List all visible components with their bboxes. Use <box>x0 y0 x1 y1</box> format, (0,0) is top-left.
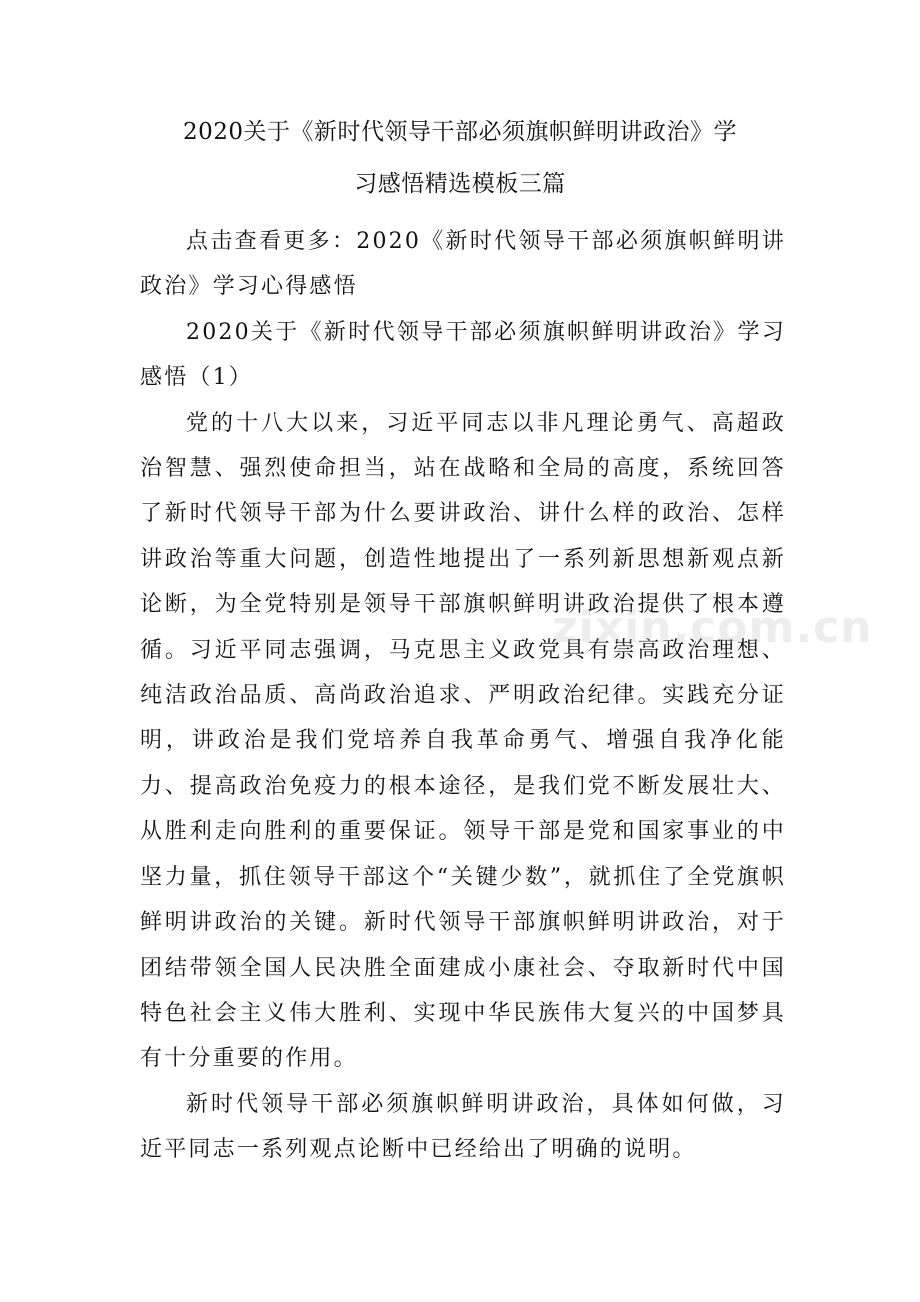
title-line-2: 习感悟精选模板三篇 <box>354 171 566 197</box>
title-line-1: 2020关于《新时代领导干部必须旗帜鲜明讲政治》学 <box>182 119 738 145</box>
body-paragraph: 新时代领导干部必须旗帜鲜明讲政治，具体如何做，习近平同志一系列观点论断中已经给出了明确的说明。 <box>140 1091 786 1163</box>
document-title <box>140 106 780 210</box>
more-link-paragraph[interactable]: 点击查看更多：2020《新时代领导干部必须旗帜鲜明讲政治》学习心得感悟 <box>140 229 786 300</box>
document-body <box>140 219 786 1173</box>
section-heading: 2020关于《新时代领导干部必须旗帜鲜明讲政治》学习感悟（1） <box>140 319 786 391</box>
body-paragraph: 党的十八大以来，习近平同志以非凡理论勇气、高超政治智慧、强烈使命担当，站在战略和全局的高度，系统回答了新时代领导干部为什么要讲政治、讲什么样的政治、怎样讲政治等重大问题，创造性地提出了一系列新思想新观点新论断，为全党特别是领导干部旗帜鲜明讲政治提供了根本遵循。习近平同志强调，马克思主义政党具有崇高政治理想、纯洁政治品质、高尚政治追求、严明政治纪律。实践充分证明，讲政治是我们党培养自我革命勇气、增强自我净化能力、提高政治免疫力的根本途径，是我们党不断发展壮大、从胜利走向胜利的重要保证。领导干部是党和国家事业的中坚力量，抓住领导干部这个“关键少数”，就抓住了全党旗帜鲜明讲政治的关键。新时代领导干部旗帜鲜明讲政治，对于团结带领全国人民决胜全面建成小康社会、夺取新时代中国特色社会主义伟大胜利、实现中华民族伟大复兴的中国梦具有十分重要的作用。 <box>140 410 786 1072</box>
watermark: zixin.com.cn <box>552 602 873 653</box>
